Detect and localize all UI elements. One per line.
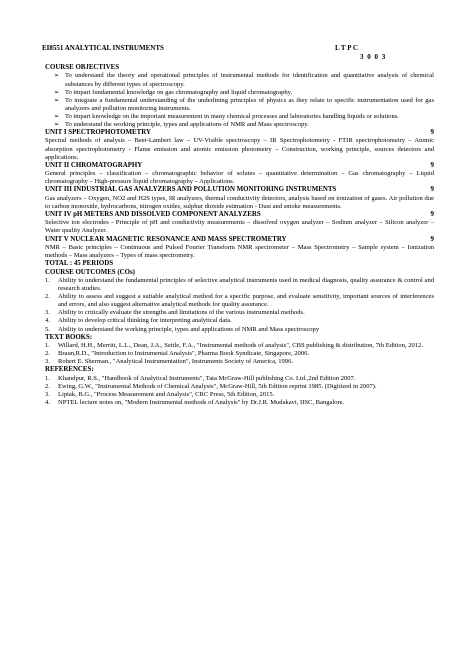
ltpc-label: L T P C <box>335 44 358 52</box>
references-list <box>45 375 434 407</box>
objective-item: ➢ To understand the theory and operational principles of instrumental methods for identification and quantitative analysis of chemical substances by different types of spectroscopy. <box>54 72 434 88</box>
unit-hours: 9 <box>430 235 434 243</box>
objective-item: ➢ To understand the working principle, types and applications of NMR and Mass spectroscopy. <box>54 120 309 128</box>
textbook-item: 2. Braun,R.D., "Introduction to Instrumental Analysis", Pharma Book Syndicate, Singapore, 2006. <box>45 350 310 358</box>
reference-item: 4. NPTEL lecture notes on, "Modern Instrumental methods of Analysis" by Dr.J.R. Mudakavi, IISC, Bangalore. <box>45 398 345 406</box>
unit-heading: UNIT III INDUSTRIAL GAS ANALYZERS AND POLLUTION MONITORING INSTRUMENTS 9 <box>45 186 434 194</box>
unit-hours: 9 <box>430 210 434 218</box>
unit-hours: 9 <box>430 186 434 194</box>
total-periods: TOTAL : 45 PERIODS <box>45 260 114 268</box>
outcomes-list <box>45 277 434 334</box>
unit-heading: UNIT V NUCLEAR MAGNETIC RESONANCE AND MASS SPECTROMETRY 9 <box>45 235 434 243</box>
objectives-heading: COURSE OBJECTIVES <box>45 64 120 71</box>
unit-text: Gas analyzers – Oxygen, NO2 and H2S types, IR analyzers, thermal conductivity detectors, analysis based on ionization of gases. Air pollution due to carbon monoxide, hydrocarbons, nitrogen oxides, sulphur dioxide estimation - Dust and smoke measurements. <box>45 194 434 210</box>
outcomes-heading: COURSE OUTCOMES (COs) <box>45 268 135 276</box>
outcome-item: 2. Ability to assess and suggest a suitable analytical method for a specific purpose, and evaluate sensitivity, important sources of interferences and errors, and also suggest alternative analytical methods for quality assurance. <box>45 293 434 309</box>
arrow-bullet-icon: ➢ <box>54 113 60 120</box>
outcome-item: 3. Ability to critically evaluate the strengths and limitations of the various instrumental methods. <box>45 309 305 317</box>
unit-text: Selective ion electrodes - Principle of pH and conductivity measurements – dissolved oxygen analyzer – Sodium analyzer – Silicon analyzer – Water quality Analyzer. <box>45 219 434 235</box>
objective-item: ➢ To impart fundamental knowledge on gas chromatography and liquid chromatography. <box>54 88 293 96</box>
arrow-bullet-icon: ➢ <box>54 97 60 104</box>
unit-heading: UNIT II CHROMATOGRAPHY 9 <box>45 161 434 169</box>
course-header <box>42 44 434 61</box>
unit-text: NMR – Basic principles – Continuous and Pulsed Fourier Transform NMR spectrometer – Mass Spectrometry – Sample system – Ionization methods – Mass analyzers – Types of mass spectrometry. <box>45 243 434 260</box>
syllabus-content <box>45 64 434 407</box>
reference-item: 3. Liptak, B.G., "Process Measurement and Analysis", CRC Press, 5th Edition, 2015. <box>45 390 275 398</box>
unit-heading: UNIT IV pH METERS AND DISSOLVED COMPONENT ANALYZERS 9 <box>45 210 434 218</box>
objectives-list <box>45 72 434 129</box>
arrow-bullet-icon: ➢ <box>54 121 60 128</box>
unit-hours: 9 <box>430 161 434 169</box>
references-heading: REFERENCES: <box>45 366 94 374</box>
textbooks-heading: TEXT BOOKS: <box>45 333 93 341</box>
textbooks-list <box>45 342 434 366</box>
textbook-item: 1. Willard, H.H., Merritt, L.L., Dean, J.A., Settle, F.A., "Instrumental methods of analysis", CBS publishing & distribution, 7th Edition, 2012. <box>45 342 423 349</box>
unit-text: Spectral methods of analysis – Beer-Lambert law – UV-Visible spectroscopy – IR Spectrophotometry - FTIR spectrophotometry – Atomic absorption spectrophotometry - Flame emission and atomic emission photometry – Construction, working principle, sources detectors and applications. <box>45 137 434 161</box>
objective-item: ➢ To impart knowledge on the important measurement in many chemical processes and laboratories handling liquids or solutions. <box>54 112 399 120</box>
outcome-item: 5. Ability to understand the working principle, types and applications of NMR and Mass spectroscopy <box>45 325 320 333</box>
objective-item: ➢ To integrate a fundamental understanding of the underlining principles of physics as they relate to specific instrumentation used for gas analyzers and pollution monitoring instruments. <box>54 96 434 112</box>
unit-hours: 9 <box>430 129 434 137</box>
unit-text: General principles – classification – chromatographic behavior of solutes – quantitative determination – Gas chromatography – Liquid chromatography – High-pressure liquid chromatography – Applications. <box>45 170 434 186</box>
outcome-item: 4. Ability to develop critical thinking for interpreting analytical data. <box>45 317 232 325</box>
reference-item: 1. Khandpur, R.S., "Handbook of Analytical Instruments", Tata McGraw-Hill publishing Co. Ltd.,2nd Edition 2007. <box>45 374 356 382</box>
outcome-item: 1. Ability to understand the fundamental principles of selective analytical instruments used in medical diagnosis, quality assurance & control and research studies. <box>45 276 434 293</box>
arrow-bullet-icon: ➢ <box>54 89 60 96</box>
reference-item: 2. Ewing, G.W., "Instrumental Methods of Chemical Analysis", McGraw-Hill, 5th Edition reprint 1985. (Digitized in 2007). <box>45 382 377 390</box>
unit-heading: UNIT I SPECTROPHOTOMETRY 9 <box>45 129 434 137</box>
course-code-title: EI8551 ANALYTICAL INSTRUMENTS <box>42 44 164 52</box>
textbook-item: 3. Robert E. Sherman., "Analytical Instrumentation", Instruments Society of America, 1996. <box>45 358 293 366</box>
arrow-bullet-icon: ➢ <box>54 73 60 80</box>
credits-value: 3 0 0 3 <box>360 53 387 61</box>
